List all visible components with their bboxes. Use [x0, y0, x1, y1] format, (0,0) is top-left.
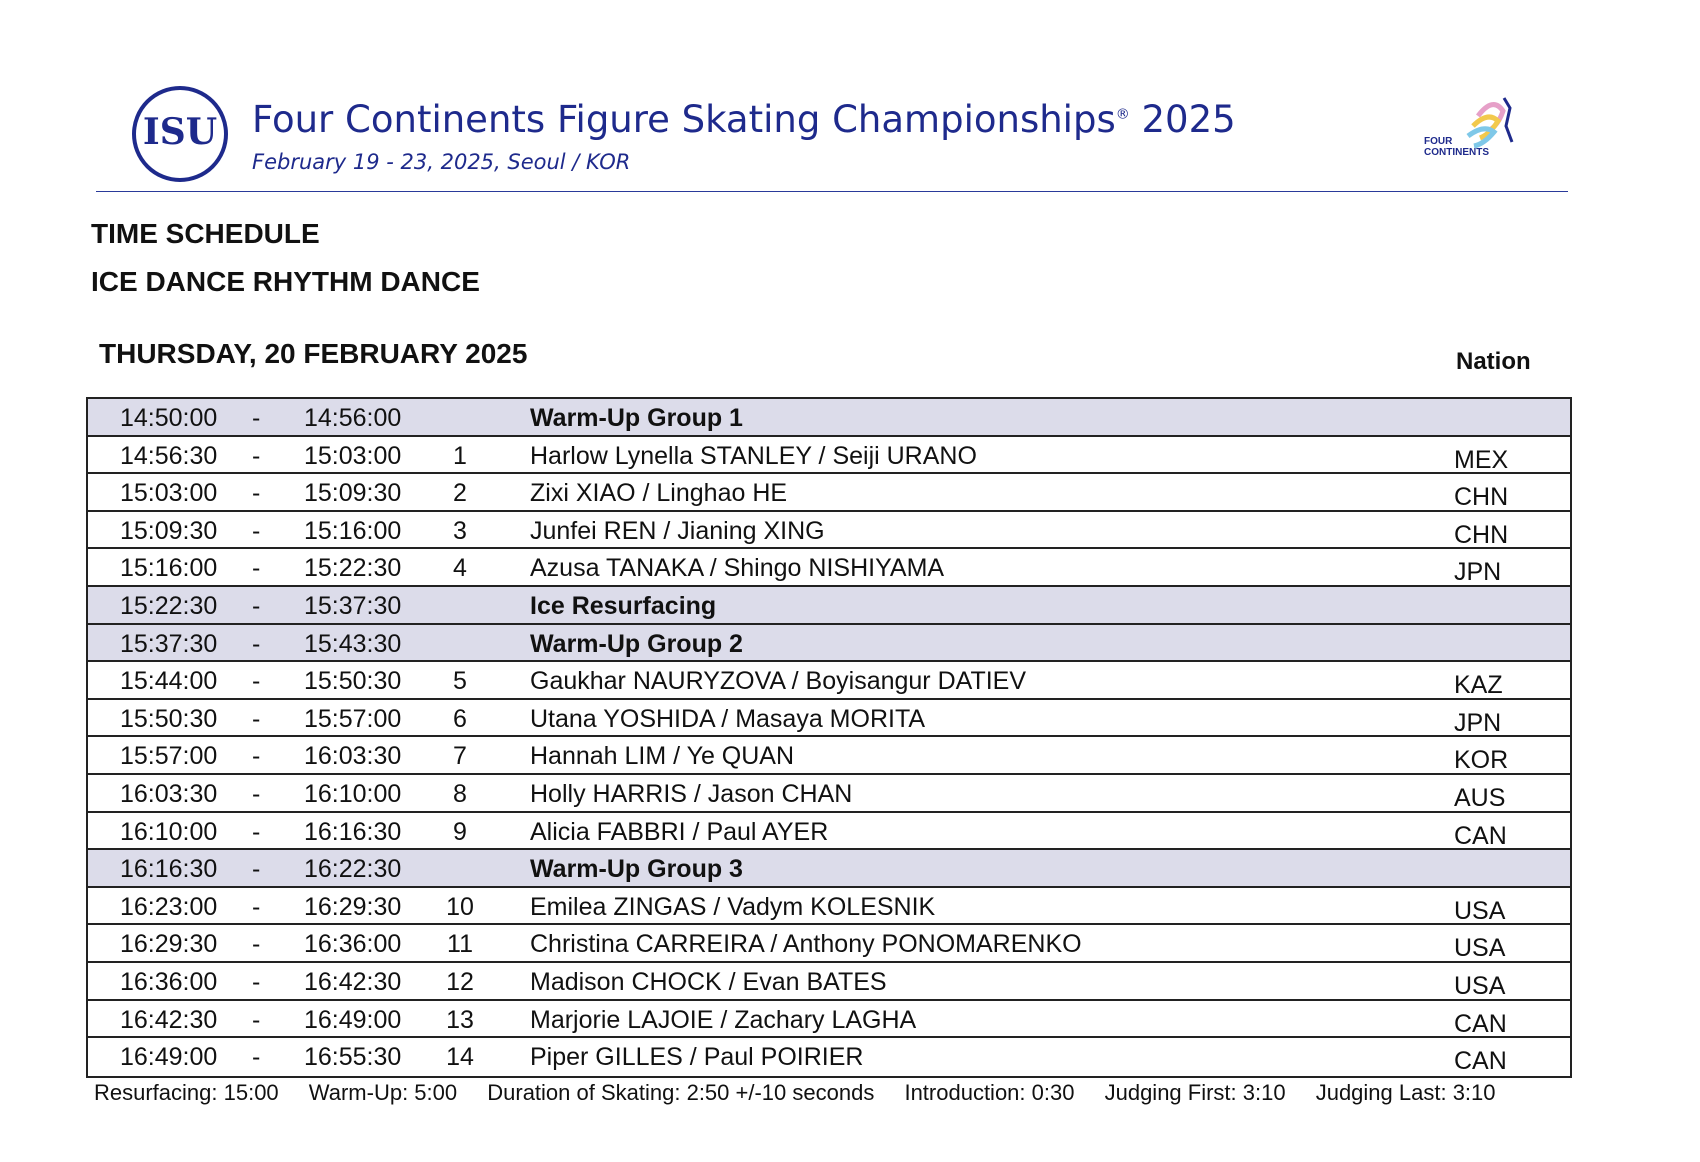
row-skaters: Gaukhar NAURYZOVA / Boyisangur DATIEV	[530, 667, 1027, 696]
row-start-time: 15:03:00	[120, 479, 218, 508]
row-end-time: 16:36:00	[304, 930, 402, 959]
row-start-number: 8	[453, 779, 467, 808]
event-heading: ICE DANCE RHYTHM DANCE	[91, 266, 480, 297]
row-end-time: 15:50:30	[304, 667, 402, 696]
row-dash: -	[252, 554, 261, 583]
row-start-time: 15:50:30	[120, 704, 218, 733]
row-nation: CHN	[1454, 520, 1509, 549]
row-start-number: 12	[446, 967, 474, 996]
row-start-number: 11	[447, 930, 473, 959]
row-nation: USA	[1454, 896, 1506, 925]
schedule-table	[86, 397, 1572, 1078]
row-nation: USA	[1454, 971, 1506, 1000]
schedule-row	[88, 925, 1570, 963]
row-dash: -	[252, 704, 261, 733]
row-end-time: 16:55:30	[304, 1043, 402, 1072]
row-nation: CAN	[1454, 1009, 1507, 1038]
schedule-break-row	[88, 399, 1570, 437]
row-start-time: 16:03:30	[120, 779, 218, 808]
row-end-time: 15:09:30	[304, 479, 402, 508]
row-end-time: 15:37:30	[304, 591, 402, 620]
row-end-time: 15:22:30	[304, 554, 402, 583]
row-nation: JPN	[1454, 558, 1502, 587]
row-nation: MEX	[1454, 445, 1509, 474]
schedule-row	[88, 813, 1570, 851]
nation-column-header: Nation	[1456, 348, 1531, 375]
row-start-number: 1	[453, 441, 467, 470]
row-skaters: Junfei REN / Jianing XING	[530, 516, 825, 545]
row-start-number: 6	[453, 704, 467, 733]
row-dash: -	[252, 779, 261, 808]
row-end-time: 15:57:00	[304, 704, 402, 733]
footer-duration: Duration of Skating: 2:50 +/-10 seconds	[487, 1080, 875, 1105]
row-dash: -	[252, 1005, 261, 1034]
row-start-time: 15:57:00	[120, 742, 218, 771]
row-dash: -	[252, 516, 261, 545]
row-start-time: 15:09:30	[120, 516, 218, 545]
row-start-time: 15:22:30	[120, 591, 218, 620]
row-start-number: 5	[453, 667, 467, 696]
row-skaters: Marjorie LAJOIE / Zachary LAGHA	[530, 1005, 917, 1034]
row-nation: CAN	[1454, 821, 1507, 850]
row-dash: -	[252, 441, 261, 470]
row-nation: CHN	[1454, 483, 1509, 512]
row-end-time: 15:16:00	[304, 516, 402, 545]
row-end-time: 15:03:00	[304, 441, 402, 470]
row-end-time: 16:03:30	[304, 742, 402, 771]
schedule-row	[88, 549, 1570, 587]
row-nation: KAZ	[1454, 671, 1503, 700]
row-skaters: Holly HARRIS / Jason CHAN	[530, 779, 853, 808]
row-end-time: 16:10:00	[304, 779, 402, 808]
schedule-row	[88, 437, 1570, 475]
row-dash: -	[252, 930, 261, 959]
row-skaters: Alicia FABBRI / Paul AYER	[530, 817, 829, 846]
svg-text:ISU: ISU	[142, 111, 218, 153]
row-start-time: 14:56:30	[120, 441, 218, 470]
schedule-break-row	[88, 850, 1570, 888]
championship-dates: February 19 - 23, 2025, Seoul / KOR	[252, 150, 631, 174]
row-start-time: 15:37:30	[120, 629, 218, 658]
footer-introduction: Introduction: 0:30	[904, 1080, 1075, 1105]
row-skaters: Warm-Up Group 3	[530, 855, 743, 884]
row-end-time: 14:56:00	[304, 404, 402, 432]
row-nation: CAN	[1454, 1047, 1507, 1076]
row-dash: -	[252, 855, 261, 884]
schedule-break-row	[88, 587, 1570, 625]
row-skaters: Madison CHOCK / Evan BATES	[530, 967, 887, 996]
row-dash: -	[252, 667, 261, 696]
schedule-row	[88, 737, 1570, 775]
row-skaters: Emilea ZINGAS / Vadym KOLESNIK	[530, 892, 936, 921]
row-skaters: Zixi XIAO / Linghao HE	[530, 479, 788, 508]
row-dash: -	[252, 892, 261, 921]
schedule-break-row	[88, 625, 1570, 663]
date-heading: THURSDAY, 20 FEBRUARY 2025	[99, 338, 528, 369]
schedule-row	[88, 1001, 1570, 1039]
schedule-row	[88, 512, 1570, 550]
row-start-time: 16:42:30	[120, 1005, 218, 1034]
row-dash: -	[252, 817, 261, 846]
row-dash: -	[252, 629, 261, 658]
row-start-time: 16:23:00	[120, 892, 218, 921]
header-divider	[96, 191, 1568, 192]
row-start-number: 10	[446, 892, 474, 921]
schedule-row	[88, 700, 1570, 738]
row-skaters: Warm-Up Group 2	[530, 629, 743, 658]
row-start-number: 14	[446, 1043, 474, 1072]
row-start-time: 15:16:00	[120, 554, 218, 583]
schedule-row	[88, 888, 1570, 926]
row-nation: KOR	[1454, 746, 1509, 775]
schedule-heading: TIME SCHEDULE	[91, 218, 320, 249]
championship-title: Four Continents Figure Skating Championships® 2025	[252, 98, 1236, 141]
row-dash: -	[252, 1043, 261, 1072]
footer-warmup: Warm-Up: 5:00	[308, 1080, 458, 1105]
row-end-time: 16:49:00	[304, 1005, 402, 1034]
row-start-number: 9	[453, 817, 467, 846]
row-start-time: 15:44:00	[120, 667, 218, 696]
footer-judging-first: Judging First: 3:10	[1104, 1080, 1286, 1105]
schedule-row	[88, 1038, 1570, 1076]
row-end-time: 16:42:30	[304, 967, 402, 996]
row-start-time: 16:10:00	[120, 817, 218, 846]
row-start-number: 2	[453, 479, 467, 508]
row-dash: -	[252, 967, 261, 996]
row-skaters: Piper GILLES / Paul POIRIER	[530, 1043, 864, 1072]
row-start-time: 16:49:00	[120, 1043, 218, 1072]
row-skaters: Harlow Lynella STANLEY / Seiji URANO	[530, 441, 977, 470]
row-dash: -	[252, 479, 261, 508]
row-start-number: 3	[453, 516, 467, 545]
footer-resurfacing: Resurfacing: 15:00	[94, 1080, 279, 1105]
schedule-row	[88, 963, 1570, 1001]
row-skaters: Ice Resurfacing	[530, 591, 717, 620]
isu-logo	[130, 84, 230, 184]
row-skaters: Warm-Up Group 1	[530, 404, 743, 432]
row-skaters: Hannah LIM / Ye QUAN	[530, 742, 795, 771]
row-end-time: 15:43:30	[304, 629, 402, 658]
row-dash: -	[252, 591, 261, 620]
schedule-row	[88, 662, 1570, 700]
row-start-time: 14:50:00	[120, 404, 218, 432]
row-end-time: 16:22:30	[304, 855, 402, 884]
row-nation: JPN	[1454, 708, 1502, 737]
row-start-number: 4	[453, 554, 467, 583]
row-start-time: 16:29:30	[120, 930, 218, 959]
schedule-row	[88, 474, 1570, 512]
row-skaters: Utana YOSHIDA / Masaya MORITA	[530, 704, 926, 733]
row-end-time: 16:29:30	[304, 892, 402, 921]
row-nation: USA	[1454, 934, 1506, 963]
schedule-footer	[94, 1080, 1496, 1106]
row-dash: -	[252, 404, 261, 432]
four-continents-logo-text: FOUR CONTINENTS	[1424, 136, 1489, 158]
row-skaters: Azusa TANAKA / Shingo NISHIYAMA	[530, 554, 945, 583]
row-nation: AUS	[1454, 783, 1506, 812]
row-start-time: 16:16:30	[120, 855, 218, 884]
row-start-time: 16:36:00	[120, 967, 218, 996]
row-start-number: 7	[453, 742, 467, 771]
footer-judging-last: Judging Last: 3:10	[1315, 1080, 1496, 1105]
row-dash: -	[252, 742, 261, 771]
row-end-time: 16:16:30	[304, 817, 402, 846]
row-skaters: Christina CARREIRA / Anthony PONOMARENKO	[530, 930, 1082, 959]
row-start-number: 13	[446, 1005, 474, 1034]
schedule-row	[88, 775, 1570, 813]
